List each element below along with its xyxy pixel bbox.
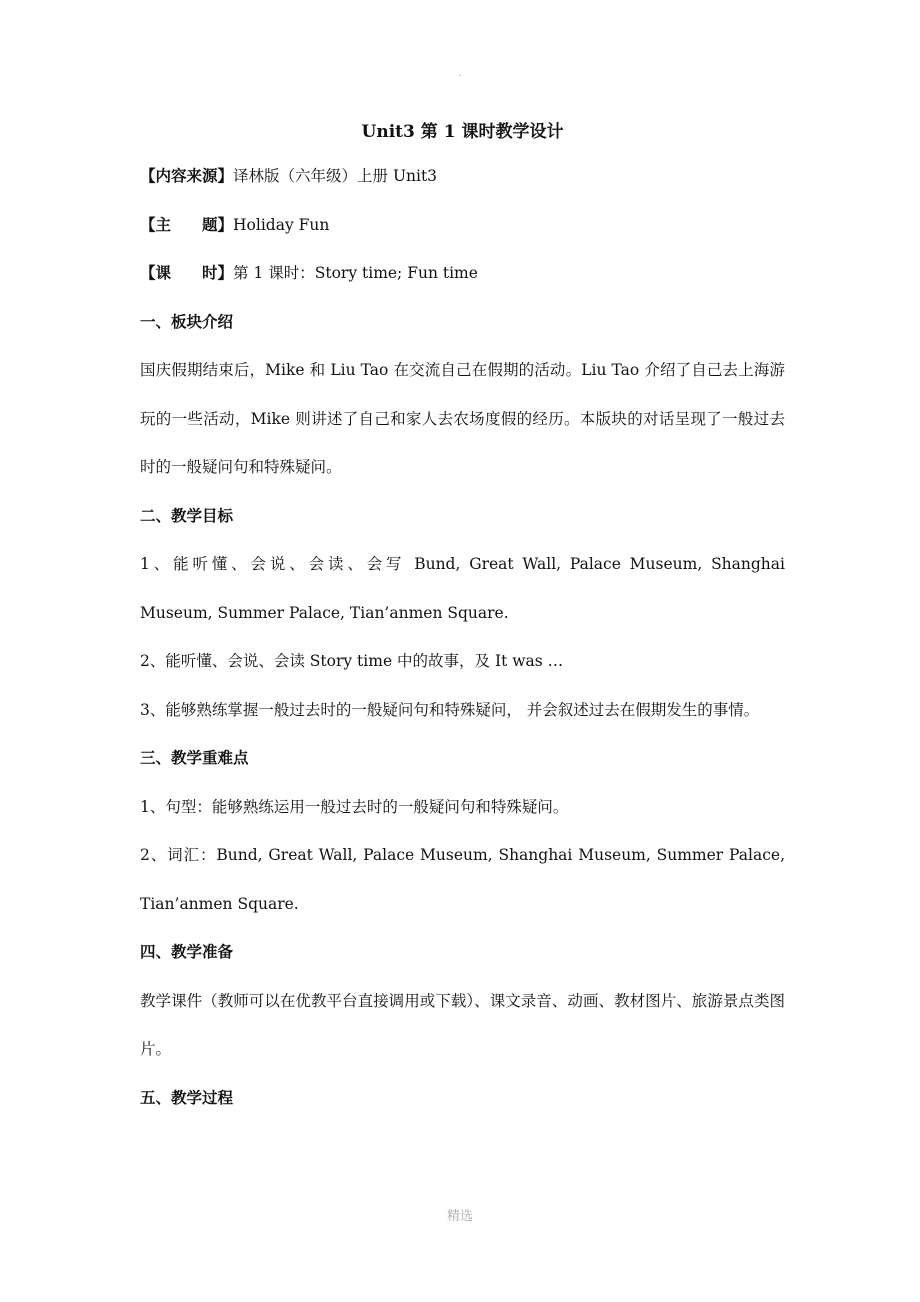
- section-heading-process: 五、教学过程: [140, 1087, 234, 1107]
- section-intro-paragraph: 国庆假期结束后，Mike 和 Liu Tao 在交流自己在假期的活动。Liu Tao 介绍了自己去上海游玩的一些活动，Mike 则讲述了自己和家人去农场度假的经历。本版块的对话呈现了一般过去时的一般疑问句和特殊疑问。: [140, 361, 785, 476]
- key-point-item: 2、词汇：Bund, Great Wall, Palace Museum, Shanghai Museum, Summer Palace, Tian’anmen Square.: [140, 846, 785, 913]
- header-dot: .: [458, 68, 462, 79]
- meta-source: [140, 152, 785, 201]
- objective-item: 1、能听懂、会说、会读、会写 Bund, Great Wall, Palace Museum, Shanghai Museum, Summer Palace, Tian’anmen Square.: [140, 555, 785, 622]
- meta-source-label: 【内容来源】: [140, 166, 234, 185]
- document-title: Unit3 第 1 课时教学设计: [361, 122, 564, 142]
- section-heading-intro: 一、板块介绍: [140, 311, 234, 331]
- page-footer: 精选: [446, 1209, 473, 1224]
- meta-topic: [140, 201, 785, 250]
- meta-topic-label: 【主 题】: [140, 214, 234, 234]
- key-point-item: 1、句型：能够熟练运用一般过去时的一般疑问句和特殊疑问。: [140, 797, 569, 816]
- objective-item: 2、能听懂、会说、会读 Story time 中的故事，及 It was …: [140, 652, 564, 670]
- meta-period: [140, 249, 785, 298]
- section-heading-preparation: 四、教学准备: [140, 942, 234, 961]
- meta-topic-value: Holiday Fun: [233, 215, 330, 234]
- objective-item: 3、能够熟练掌握一般过去时的一般疑问句和特殊疑问， 并会叙述过去在假期发生的事情。: [140, 700, 760, 719]
- preparation-paragraph: 教学课件（教师可以在优教平台直接调用或下载）、课文录音、动画、教材图片、旅游景点类图片。: [140, 991, 785, 1058]
- section-heading-key-points: 三、教学重难点: [140, 748, 249, 767]
- meta-period-label: 【课 时】: [140, 263, 234, 282]
- document-body: [140, 112, 785, 1122]
- meta-period-value: 第 1 课时：Story time; Fun time: [233, 264, 478, 282]
- meta-source-value: 译林版（六年级）上册 Unit3: [233, 167, 438, 185]
- section-heading-objectives: 二、教学目标: [140, 505, 234, 525]
